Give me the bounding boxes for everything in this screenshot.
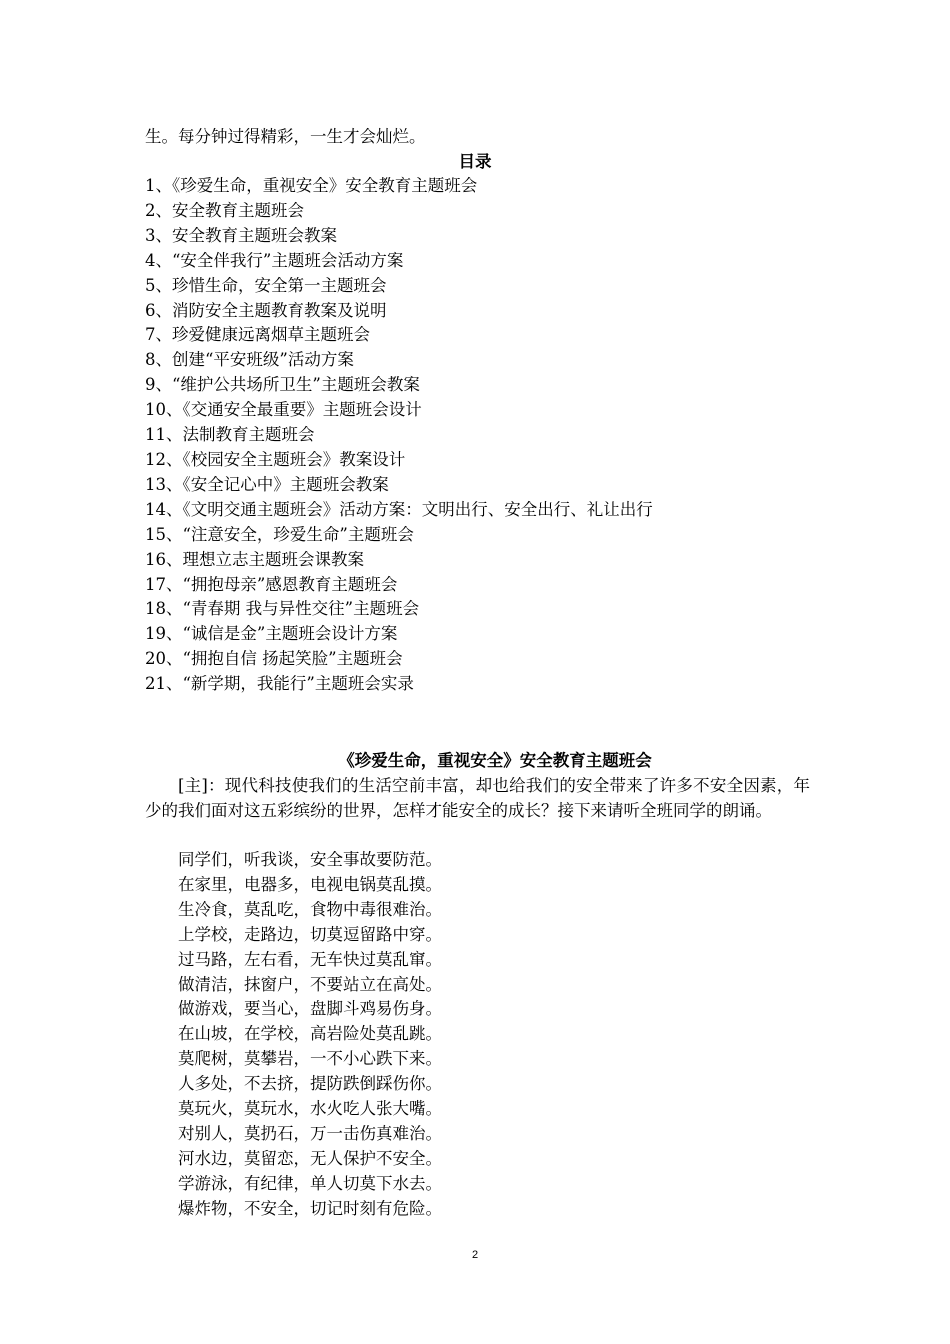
poem-line: 莫爬树，莫攀岩，一不小心跌下来。: [178, 1049, 442, 1069]
toc-item: 1、《珍爱生命，重视安全》安全教育主题班会: [145, 176, 478, 195]
toc-item: 11、法制教育主题班会: [145, 425, 315, 445]
poem-line: 上学校，走路边，切莫逗留路中穿。: [178, 924, 442, 944]
poem-line: 生冷食，莫乱吃，食物中毒很难治。: [178, 899, 442, 919]
poem: [178, 848, 442, 1222]
intro-paragraph: [主]：现代科技使我们的生活空前丰富，却也给我们的安全带来了许多不安全因素，年少的我们面对这五彩缤纷的世界，怎样才能安全的成长？接下来请听全班同学的朗诵。: [145, 776, 810, 820]
toc-item: 21、“新学期，我能行”主题班会实录: [145, 674, 414, 694]
poem-line: 在山坡，在学校，高岩险处莫乱跳。: [178, 1024, 442, 1044]
toc-item: 16、理想立志主题班会课教案: [145, 549, 364, 569]
poem-line: 同学们，听我谈，安全事故要防范。: [178, 850, 442, 869]
poem-line: 学游泳，有纪律，单人切莫下水去。: [178, 1173, 442, 1193]
toc-item: 2、安全教育主题班会: [145, 200, 304, 220]
poem-line: 在家里，电器多，电视电锅莫乱摸。: [178, 874, 442, 894]
toc-item: 20、“拥抱自信 扬起笑脸”主题班会: [145, 649, 403, 669]
table-of-contents: [145, 174, 653, 697]
toc-item: 9、“维护公共场所卫生”主题班会教案: [145, 375, 420, 395]
toc-item: 13、《安全记心中》主题班会教案: [145, 474, 389, 494]
toc-item: 15、“注意安全，珍爱生命”主题班会: [145, 524, 414, 544]
toc-item: 17、“拥抱母亲”感恩教育主题班会: [145, 574, 398, 594]
poem-line: 河水边，莫留恋，无人保护不安全。: [178, 1148, 442, 1168]
toc-item: 3、安全教育主题班会教案: [145, 225, 337, 245]
poem-line: 人多处，不去挤，提防跌倒踩伤你。: [178, 1074, 442, 1094]
toc-item: 18、“青春期 我与异性交往”主题班会: [145, 599, 420, 619]
toc-item: 8、创建“平安班级”活动方案: [145, 350, 354, 370]
poem-line: 爆炸物，不安全，切记时刻有危险。: [178, 1198, 442, 1218]
poem-line: 莫玩火，莫玩水，水火吃人张大嘴。: [178, 1099, 442, 1119]
toc-item: 12、《校园安全主题班会》教案设计: [145, 449, 406, 469]
toc-item: 6、消防安全主题教育教案及说明: [145, 300, 387, 320]
toc-item: 19、“诚信是金”主题班会设计方案: [145, 624, 398, 644]
toc-title: 目录: [458, 152, 492, 171]
page-number: 2: [471, 1249, 479, 1261]
toc-item: 14、《文明交通主题班会》活动方案：文明出行、安全出行、礼让出行: [145, 499, 653, 519]
poem-line: 对别人，莫扔石，万一击伤真难治。: [178, 1123, 442, 1143]
toc-item: 4、“安全伴我行”主题班会活动方案: [145, 250, 404, 270]
toc-item: 5、珍惜生命，安全第一主题班会: [145, 275, 387, 295]
poem-line: 做清洁，抹窗户，不要站立在高处。: [178, 974, 442, 994]
poem-line: 过马路，左右看，无车快过莫乱窜。: [178, 949, 442, 969]
section-title: 《珍爱生命，重视安全》安全教育主题班会: [338, 751, 652, 770]
continuation-text: 生。每分钟过得精彩，一生才会灿烂。: [145, 127, 426, 146]
toc-item: 10、《交通安全最重要》主题班会设计: [145, 400, 422, 420]
poem-line: 做游戏，要当心，盘脚斗鸡易伤身。: [178, 999, 442, 1019]
toc-item: 7、珍爱健康远离烟草主题班会: [145, 325, 370, 345]
